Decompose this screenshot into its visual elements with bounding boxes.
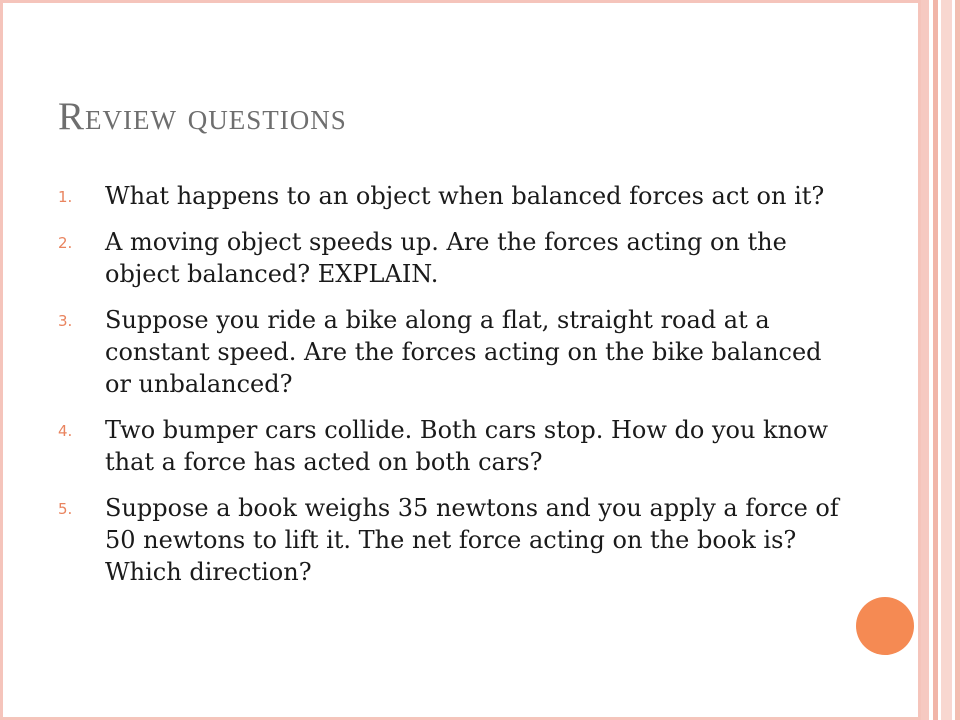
- side-stripe: [955, 0, 960, 720]
- question-item: [58, 414, 848, 478]
- question-number: 4.: [58, 422, 73, 440]
- question-text: Suppose a book weighs 35 newtons and you apply a force of 50 newtons to lift it. The net force acting on the book is? Which direction?: [105, 494, 839, 586]
- question-number: 3.: [58, 312, 73, 330]
- question-number: 2.: [58, 234, 73, 252]
- question-item: [58, 226, 848, 290]
- question-text: What happens to an object when balanced forces act on it?: [105, 182, 825, 210]
- side-stripe: [941, 0, 952, 720]
- decorative-circle: [856, 597, 914, 655]
- question-number: 5.: [58, 500, 73, 518]
- question-text: A moving object speeds up. Are the forces acting on the object balanced? EXPLAIN.: [105, 228, 787, 288]
- question-list: [58, 180, 848, 602]
- question-number: 1.: [58, 188, 73, 206]
- side-stripe: [921, 0, 929, 720]
- question-item: [58, 492, 848, 588]
- question-item: [58, 180, 848, 212]
- question-text: Two bumper cars collide. Both cars stop. How do you know that a force has acted on both cars?: [105, 416, 829, 476]
- question-text: Suppose you ride a bike along a flat, straight road at a constant speed. Are the forces acting on the bike balanced or unbalanced?: [105, 306, 822, 398]
- question-item: [58, 304, 848, 400]
- slide-title: Review questions: [58, 95, 347, 138]
